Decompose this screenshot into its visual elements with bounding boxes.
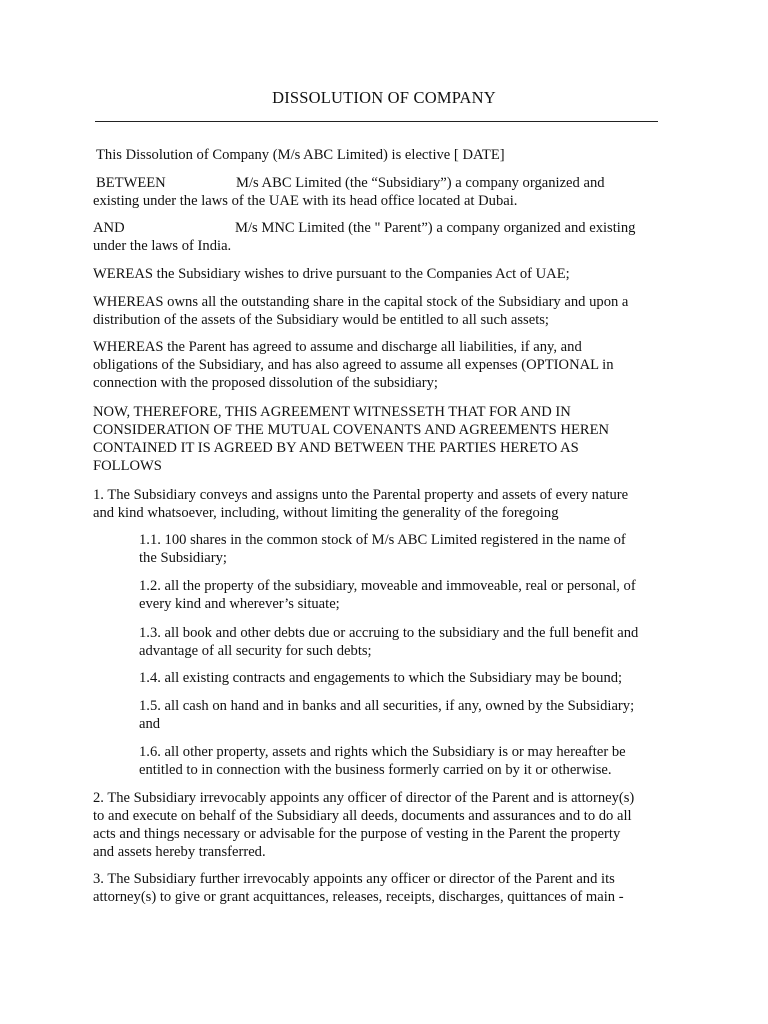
title-underline bbox=[95, 121, 658, 122]
and-label: AND bbox=[93, 220, 125, 236]
and-text-line-2: under the laws of India. bbox=[93, 238, 232, 254]
now-therefore-line-3: CONTAINED IT IS AGREED BY AND BETWEEN THE PARTIES HERETO AS bbox=[93, 440, 579, 456]
between-text-line-1: M/s ABC Limited (the “Subsidiary”) a company organized and bbox=[236, 175, 605, 191]
subclause-1-6-line-2: entitled to in connection with the business formerly carried on by it or otherwise. bbox=[139, 762, 612, 778]
subclause-1-4-line-1: 1.4. all existing contracts and engagements to which the Subsidiary may be bound; bbox=[139, 670, 623, 686]
and-text-line-1: M/s MNC Limited (the " Parent”) a company organized and existing bbox=[235, 220, 636, 236]
intro-line: This Dissolution of Company (M/s ABC Limited) is elective [ DATE] bbox=[96, 147, 505, 163]
clause-3-line-2: attorney(s) to give or grant acquittances, releases, receipts, discharges, quittances of main - bbox=[93, 889, 624, 905]
clause-2-line-1: 2. The Subsidiary irrevocably appoints any officer of director of the Parent and is attorney(s) bbox=[93, 790, 635, 806]
now-therefore-line-2: CONSIDERATION OF THE MUTUAL COVENANTS AND AGREEMENTS HEREN bbox=[93, 422, 610, 438]
subclause-1-3-line-1: 1.3. all book and other debts due or accruing to the subsidiary and the full benefit and bbox=[139, 625, 639, 641]
clause-2-line-4: and assets hereby transferred. bbox=[93, 844, 266, 860]
clause-1-line-2: and kind whatsoever, including, without limiting the generality of the foregoing bbox=[93, 505, 559, 521]
between-label: BETWEEN bbox=[96, 175, 166, 191]
clause-1-line-1: 1. The Subsidiary conveys and assigns unto the Parental property and assets of every nature bbox=[93, 487, 629, 503]
clause-3-line-1: 3. The Subsidiary further irrevocably appoints any officer or director of the Parent and its bbox=[93, 871, 615, 887]
now-therefore-line-1: NOW, THEREFORE, THIS AGREEMENT WITNESSETH THAT FOR AND IN bbox=[93, 404, 571, 420]
whereas-2-line-1: WHEREAS owns all the outstanding share in the capital stock of the Subsidiary and upon a bbox=[93, 294, 629, 310]
subclause-1-3-line-2: advantage of all security for such debts; bbox=[139, 643, 372, 659]
whereas-paragraph-1: WEREAS the Subsidiary wishes to drive pursuant to the Companies Act of UAE; bbox=[93, 266, 570, 282]
subclause-1-5-line-2: and bbox=[139, 716, 161, 732]
whereas-2-line-2: distribution of the assets of the Subsidiary would be entitled to all such assets; bbox=[93, 312, 549, 328]
whereas-3-line-2: obligations of the Subsidiary, and has also agreed to assume all expenses (OPTIONAL in bbox=[93, 357, 614, 373]
clause-2-line-2: to and execute on behalf of the Subsidiary all deeds, documents and assurances and to do all bbox=[93, 808, 632, 824]
whereas-3-line-1: WHEREAS the Parent has agreed to assume and discharge all liabilities, if any, and bbox=[93, 339, 582, 355]
between-text-line-2: existing under the laws of the UAE with its head office located at Dubai. bbox=[93, 193, 518, 209]
subclause-1-2-line-1: 1.2. all the property of the subsidiary, moveable and immoveable, real or personal, of bbox=[139, 578, 636, 594]
clause-2-line-3: acts and things necessary or advisable for the purpose of vesting in the Parent the property bbox=[93, 826, 621, 842]
subclause-1-6-line-1: 1.6. all other property, assets and rights which the Subsidiary is or may hereafter be bbox=[139, 744, 626, 760]
subclause-1-5-line-1: 1.5. all cash on hand and in banks and all securities, if any, owned by the Subsidiary; bbox=[139, 698, 635, 714]
now-therefore-line-4: FOLLOWS bbox=[93, 458, 162, 474]
subclause-1-1-line-1: 1.1. 100 shares in the common stock of M/s ABC Limited registered in the name of bbox=[139, 532, 626, 548]
subclause-1-1-line-2: the Subsidiary; bbox=[139, 550, 227, 566]
whereas-3-line-3: connection with the proposed dissolution of the subsidiary; bbox=[93, 375, 438, 391]
document-title: DISSOLUTION OF COMPANY bbox=[272, 88, 496, 107]
subclause-1-2-line-2: every kind and wherever’s situate; bbox=[139, 596, 340, 612]
